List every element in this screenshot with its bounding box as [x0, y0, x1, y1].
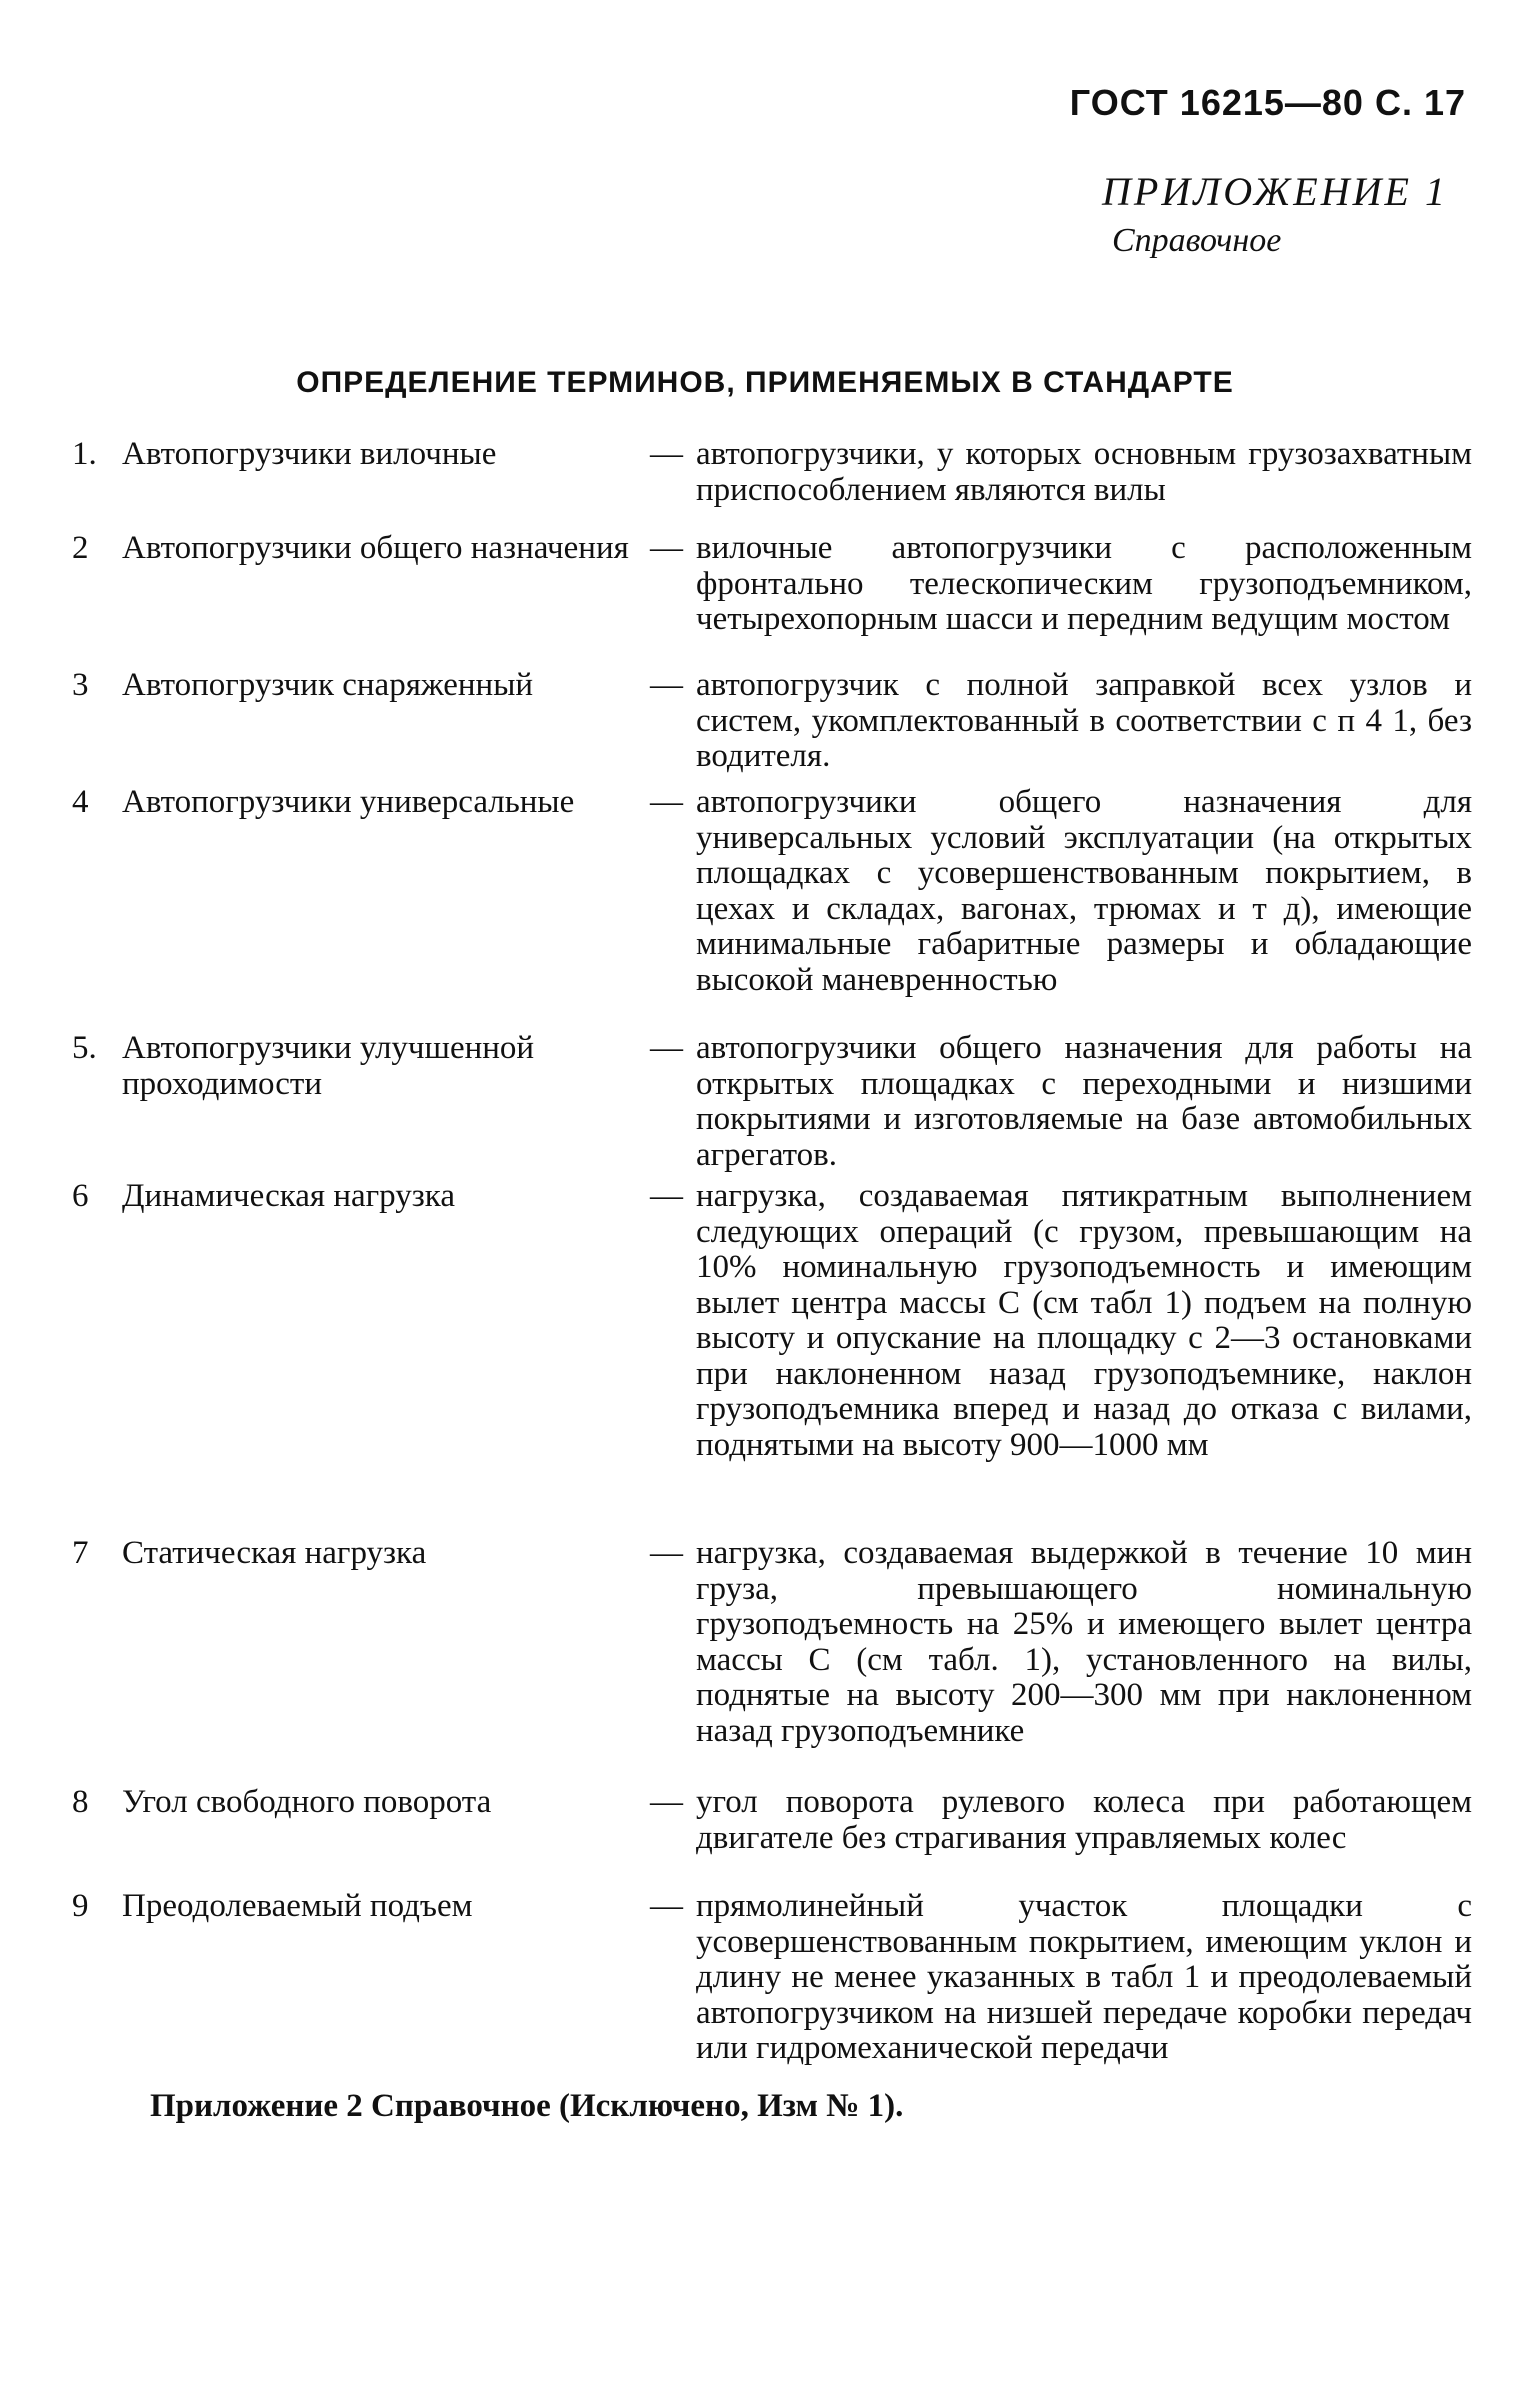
term-number: 7 [72, 1535, 89, 1571]
term-row [72, 1536, 1472, 1785]
term-dash: — [650, 667, 683, 703]
term-name: Автопогрузчики улучшенной проходимости [122, 1030, 535, 1102]
term-number: 8 [72, 1784, 89, 1820]
appendix-type: Справочное [1112, 222, 1282, 259]
term-number: 5. [72, 1030, 97, 1066]
term-definition: автопогрузчики общего назначения для работы на открытых площадках с переходными и низшими покрытиями и изготовляемые на базе автомобильных агрегатов. [696, 1030, 1472, 1173]
term-definition: вилочные автопогрузчики с расположенным фронтально телескопическим грузоподъемником, четырехопорным шасси и передним ведущим мостом [696, 530, 1472, 637]
term-dash: — [650, 1535, 683, 1571]
term-dash: — [650, 1784, 683, 1820]
term-name: Автопогрузчик снаряженный [122, 667, 534, 703]
term-dash: — [650, 1030, 683, 1066]
term-row [72, 1179, 1472, 1536]
term-name: Динамическая нагрузка [122, 1178, 455, 1214]
term-row [72, 437, 1472, 531]
terms-list [72, 437, 1472, 2109]
term-number: 6 [72, 1178, 89, 1214]
term-definition: автопогрузчики общего назначения для универсальных условий эксплуатации (на открытых площадках с усовершенствованным покрытием, в цехах и складах, вагонах, трюмах и т д), имеющие минимальные габаритные размеры и обладающие высокой маневренностью [696, 784, 1472, 998]
term-row [72, 1031, 1472, 1179]
term-number: 9 [72, 1888, 89, 1924]
standard-reference: ГОСТ 16215—80 С. 17 [1069, 82, 1466, 123]
term-dash: — [650, 436, 683, 472]
term-name: Преодолеваемый подъем [122, 1888, 473, 1924]
term-row [72, 1889, 1472, 2109]
term-dash: — [650, 530, 683, 566]
term-name: Автопогрузчики универсальные [122, 784, 575, 820]
term-name: Угол свободного поворота [122, 1784, 492, 1820]
term-definition: нагрузка, создаваемая пятикратным выполнением следующих операций (с грузом, превышающим на 10% номинальную грузоподъемность и имеющим вылет центра массы С (см табл 1) подъем на полную высоту и опускание на площадку с 2—3 остановками при наклоненном назад грузоподъемнике, наклон грузоподъемника вперед и назад до отказа с вилами, поднятыми на высоту 900—1000 мм [696, 1178, 1472, 1463]
term-definition: прямолинейный участок площадки с усовершенствованным покрытием, имеющим уклон и длину не менее указанных в табл 1 и преодолеваемый автопогрузчиком на низшей передаче коробки передач или гидромеханической передачи [696, 1888, 1472, 2066]
term-row [72, 531, 1472, 668]
term-definition: нагрузка, создаваемая выдержкой в течение 10 мин груза, превышающего номинальную грузоподъемность на 25% и имеющего вылет центра массы С (см табл. 1), установленного на вилы, поднятые на высоту 200—300 мм при наклоненном назад грузоподъемнике [696, 1535, 1472, 1749]
term-number: 4 [72, 784, 89, 820]
term-number: 3 [72, 667, 89, 703]
term-name: Автопогрузчики общего назначения [122, 530, 629, 566]
term-dash: — [650, 1178, 683, 1214]
term-definition: угол поворота рулевого колеса при работающем двигателе без страгивания управляемых колес [696, 1784, 1472, 1856]
document-title: ОПРЕДЕЛЕНИЕ ТЕРМИНОВ, ПРИМЕНЯЕМЫХ В СТАНДАРТЕ [296, 366, 1234, 399]
term-dash: — [650, 784, 683, 820]
footer-note: Приложение 2 Справочное (Исключено, Изм № 1). [150, 2088, 904, 2124]
term-row [72, 1785, 1472, 1889]
term-number: 1. [72, 436, 97, 472]
term-row [72, 668, 1472, 785]
term-definition: автопогрузчик с полной заправкой всех узлов и систем, укомплектованный в соответствии с п 4 1, без водителя. [696, 667, 1472, 774]
term-name: Статическая нагрузка [122, 1535, 427, 1571]
term-number: 2 [72, 530, 89, 566]
term-name: Автопогрузчики вилочные [122, 436, 497, 472]
appendix-label: ПРИЛОЖЕНИЕ 1 [1102, 169, 1448, 214]
term-row [72, 785, 1472, 1031]
term-definition: автопогрузчики, у которых основным грузозахватным приспособлением являются вилы [696, 436, 1472, 508]
term-dash: — [650, 1888, 683, 1924]
